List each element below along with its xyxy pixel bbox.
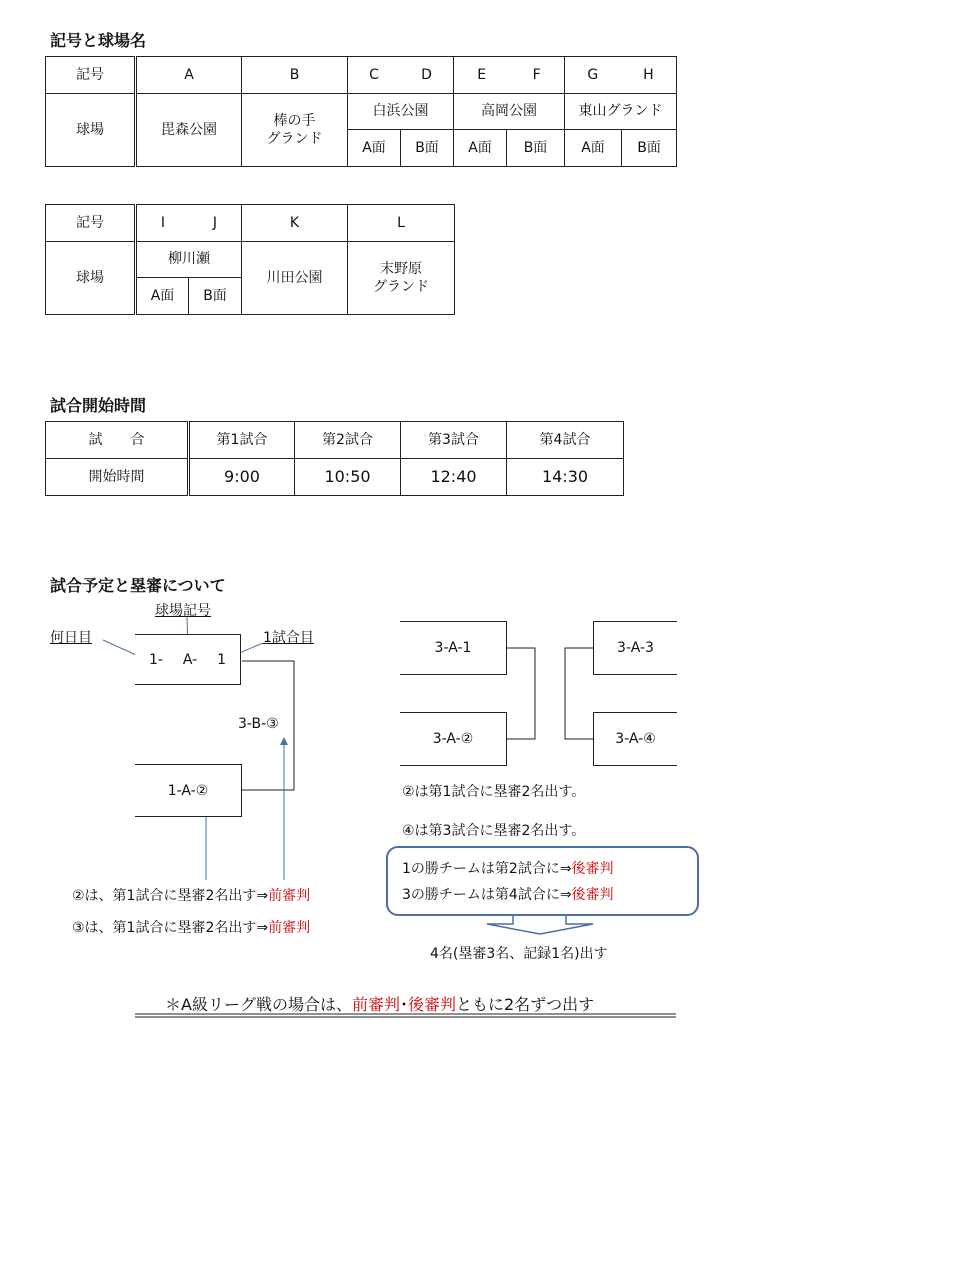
code-b: B [242, 57, 348, 94]
winner-callout [386, 846, 699, 916]
callout-line-1: 1の勝チームは第2試合に⇒後審判 [402, 861, 614, 877]
note-pre-1: ②は、第1試合に塁審2名出す⇒前審判 [72, 888, 311, 904]
bracket-box-1: 1- A- 1 [135, 634, 241, 685]
face-c-b: B面 [401, 130, 454, 167]
game-3: 第3試合 [401, 422, 507, 459]
face-i-a: A面 [136, 278, 189, 315]
code-label-2: 記号 [46, 205, 136, 242]
code-label: 記号 [46, 57, 136, 94]
winner-label: 3-B-③ [238, 716, 279, 732]
code-ef: E F [454, 57, 565, 94]
code-k: K [242, 205, 348, 242]
right-bracket-line-2 [565, 648, 593, 739]
right-bracket-line-1 [507, 648, 535, 739]
face-e-a: A面 [454, 130, 507, 167]
game-4: 第4試合 [507, 422, 624, 459]
start-label: 開始時間 [46, 459, 189, 496]
time-2: 10:50 [295, 459, 401, 496]
face-i-b: B面 [189, 278, 242, 315]
right-note-2: ④は第3試合に塁審2名出す。 [402, 823, 586, 839]
bracket-box-3a2: 3-A-② [400, 712, 507, 766]
bracket-box-3a3: 3-A-3 [593, 621, 677, 675]
field-l: 末野原 グランド [348, 242, 455, 315]
field-b: 棒の手 グランド [242, 94, 348, 167]
game-1: 第1試合 [189, 422, 295, 459]
label-field-code: 球場記号 [155, 603, 211, 619]
right-note-1: ②は第1試合に塁審2名出す。 [402, 784, 586, 800]
callout-arrow [487, 916, 593, 934]
time-1: 9:00 [189, 459, 295, 496]
field-gh: 東山グランド [565, 94, 677, 130]
code-a: A [136, 57, 242, 94]
label-game-no: 1試合目 [263, 630, 314, 646]
field-ef: 高岡公園 [454, 94, 565, 130]
field-label: 球場 [46, 94, 136, 167]
field-cd: 白浜公園 [348, 94, 454, 130]
note-pre-2: ③は、第1試合に塁審2名出す⇒前審判 [72, 920, 311, 936]
callout-result: 4名(塁審3名、記録1名)出す [430, 946, 608, 962]
time-3: 12:40 [401, 459, 507, 496]
bracket-box-2: 1-A-② [135, 764, 242, 817]
game-2: 第2試合 [295, 422, 401, 459]
section-title-fields: 記号と球場名 [50, 31, 147, 50]
field-label-2: 球場 [46, 242, 136, 315]
code-l: L [348, 205, 455, 242]
field-k: 川田公園 [242, 242, 348, 315]
face-e-b: B面 [507, 130, 565, 167]
bracket-box-3a1: 3-A-1 [400, 621, 507, 675]
face-c-a: A面 [348, 130, 401, 167]
footer-note: ＊A級リーグ戦の場合は、前審判･後審判ともに2名ずつ出す [165, 995, 595, 1014]
code-cd: C D [348, 57, 454, 94]
game-label: 試 合 [46, 422, 189, 459]
section-title-schedule: 試合予定と塁審について [50, 576, 226, 595]
bracket-box-3a4: 3-A-④ [593, 712, 677, 766]
code-gh: G H [565, 57, 677, 94]
label-day: 何日目 [50, 630, 92, 646]
time-4: 14:30 [507, 459, 624, 496]
face-g-a: A面 [565, 130, 622, 167]
face-g-b: B面 [622, 130, 677, 167]
field-ij: 柳川瀬 [136, 242, 242, 278]
section-title-times: 試合開始時間 [50, 396, 147, 415]
field-a: 毘森公園 [136, 94, 242, 167]
code-ij: I J [136, 205, 242, 242]
callout-line-2: 3の勝チームは第4試合に⇒後審判 [402, 887, 614, 903]
